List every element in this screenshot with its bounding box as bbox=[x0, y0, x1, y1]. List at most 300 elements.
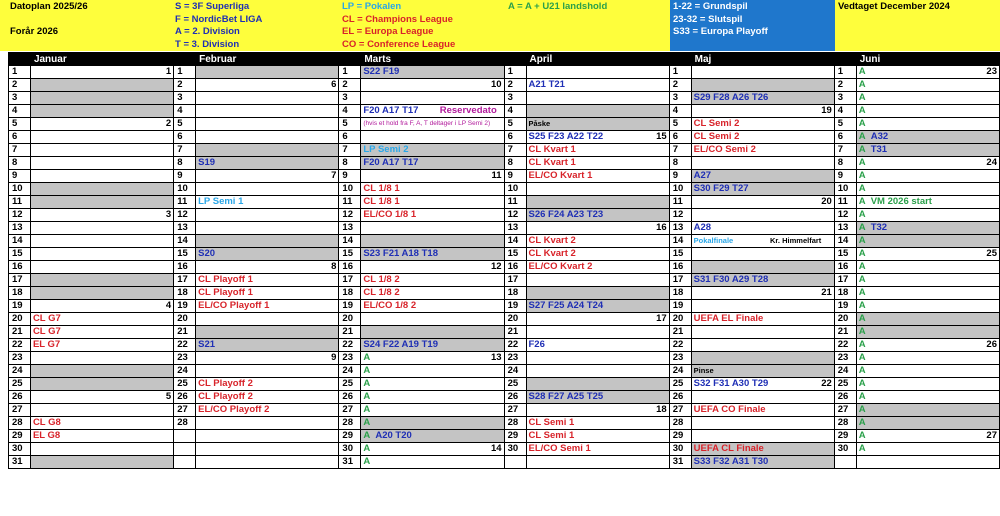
day-event-cell bbox=[856, 261, 999, 274]
day-number: 11 bbox=[174, 196, 196, 209]
day-event-cell bbox=[361, 235, 504, 248]
day-number: 29 bbox=[9, 430, 31, 443]
day-event-cell bbox=[691, 66, 834, 79]
day-number: 8 bbox=[339, 157, 361, 170]
season-label: Forår 2026 bbox=[10, 26, 59, 37]
day-number: 24 bbox=[669, 365, 691, 378]
day-event-cell bbox=[196, 391, 339, 404]
event-label: A bbox=[858, 170, 866, 181]
day-event-cell bbox=[30, 287, 173, 300]
event-label: EL G8 bbox=[32, 430, 61, 441]
day-event-cell bbox=[856, 326, 999, 339]
day-number: 28 bbox=[174, 417, 196, 430]
event-label: S31 F30 A29 T28 bbox=[693, 274, 769, 285]
day-event-cell bbox=[691, 196, 834, 209]
day-number: 13 bbox=[174, 222, 196, 235]
event-label: CL Playoff 2 bbox=[198, 378, 253, 389]
day-event-cell bbox=[30, 365, 173, 378]
day-number: 21 bbox=[9, 326, 31, 339]
event-label: A28 bbox=[693, 222, 712, 233]
day-number: 16 bbox=[669, 261, 691, 274]
day-event-cell bbox=[196, 339, 339, 352]
event-label: S25 F23 A22 T22 bbox=[528, 131, 604, 142]
day-event-cell bbox=[856, 287, 999, 300]
day-number: 25 bbox=[174, 378, 196, 391]
day-number: 14 bbox=[834, 235, 856, 248]
day-event-cell bbox=[526, 92, 669, 105]
month-spacer bbox=[669, 53, 691, 66]
day-event-cell bbox=[30, 105, 173, 118]
calendar-row bbox=[9, 157, 1000, 170]
day-event-cell bbox=[691, 92, 834, 105]
day-event-cell bbox=[856, 378, 999, 391]
day-event-cell bbox=[526, 313, 669, 326]
day-event-cell bbox=[30, 157, 173, 170]
day-number: 14 bbox=[174, 235, 196, 248]
day-number: 12 bbox=[339, 209, 361, 222]
event-label: EL/CO 1/8 2 bbox=[363, 300, 417, 311]
week-number: 21 bbox=[821, 287, 832, 298]
day-event-cell bbox=[361, 222, 504, 235]
day-event-cell bbox=[526, 170, 669, 183]
calendar-row bbox=[9, 170, 1000, 183]
day-event-cell bbox=[361, 443, 504, 456]
day-number: 17 bbox=[9, 274, 31, 287]
day-number: 18 bbox=[669, 287, 691, 300]
day-event-cell bbox=[30, 456, 173, 469]
day-number: 28 bbox=[339, 417, 361, 430]
event-label: CL Kvart 1 bbox=[528, 157, 576, 168]
day-event-cell bbox=[526, 248, 669, 261]
day-event-cell bbox=[30, 222, 173, 235]
day-number: 24 bbox=[9, 365, 31, 378]
event-label: A bbox=[363, 352, 371, 363]
event-label: A bbox=[363, 391, 371, 402]
day-event-cell bbox=[30, 300, 173, 313]
day-event-cell bbox=[526, 209, 669, 222]
day-number: 28 bbox=[504, 417, 526, 430]
day-number: 27 bbox=[339, 404, 361, 417]
day-event-cell bbox=[196, 66, 339, 79]
legend-europa-league: EL = Europa League bbox=[342, 26, 434, 37]
day-number: 27 bbox=[174, 404, 196, 417]
day-number: 16 bbox=[9, 261, 31, 274]
day-number: 3 bbox=[9, 92, 31, 105]
day-number: 17 bbox=[669, 274, 691, 287]
day-number: 5 bbox=[834, 118, 856, 131]
legend-europa-playoff: S33 = Europa Playoff bbox=[673, 26, 768, 37]
day-number: 31 bbox=[669, 456, 691, 469]
day-number: 22 bbox=[834, 339, 856, 352]
event-label: A bbox=[363, 404, 371, 415]
event-label: A bbox=[858, 430, 866, 441]
day-number: 23 bbox=[339, 352, 361, 365]
day-event-cell bbox=[196, 365, 339, 378]
day-event-cell bbox=[196, 404, 339, 417]
legend-nordicbet: F = NordicBet LIGA bbox=[175, 13, 263, 25]
week-number: 1 bbox=[165, 66, 172, 77]
day-event-cell bbox=[196, 417, 339, 430]
calendar-row bbox=[9, 287, 1000, 300]
legend-header bbox=[0, 0, 1000, 51]
day-number: 10 bbox=[339, 183, 361, 196]
day-event-cell bbox=[526, 391, 669, 404]
day-number: 22 bbox=[174, 339, 196, 352]
day-number: 7 bbox=[504, 144, 526, 157]
day-event-cell bbox=[196, 326, 339, 339]
empty-cell bbox=[196, 430, 339, 443]
day-number: 28 bbox=[834, 417, 856, 430]
month-header-maj: Maj bbox=[691, 53, 834, 66]
calendar-row bbox=[9, 378, 1000, 391]
month-header-juni: Juni bbox=[856, 53, 999, 66]
calendar-row bbox=[9, 222, 1000, 235]
event-label: A bbox=[858, 118, 866, 129]
day-number: 22 bbox=[9, 339, 31, 352]
day-event-cell bbox=[30, 66, 173, 79]
day-event-cell bbox=[361, 365, 504, 378]
day-number: 13 bbox=[9, 222, 31, 235]
event-label: EL/CO Kvart 1 bbox=[528, 170, 593, 181]
day-event-cell bbox=[856, 105, 999, 118]
month-header-april: April bbox=[526, 53, 669, 66]
day-number: 5 bbox=[9, 118, 31, 131]
day-event-cell bbox=[526, 261, 669, 274]
day-event-cell bbox=[196, 92, 339, 105]
event-label: F26 bbox=[528, 339, 545, 350]
day-event-cell bbox=[196, 313, 339, 326]
event-label: A bbox=[858, 391, 866, 402]
day-event-cell bbox=[361, 131, 504, 144]
day-event-cell bbox=[691, 339, 834, 352]
day-event-cell bbox=[526, 196, 669, 209]
day-event-cell bbox=[361, 79, 504, 92]
month-header-januar: Januar bbox=[30, 53, 173, 66]
day-number: 21 bbox=[504, 326, 526, 339]
event-label: A bbox=[858, 313, 866, 324]
month-header-marts: Marts bbox=[361, 53, 504, 66]
day-event-cell bbox=[856, 79, 999, 92]
day-number: 27 bbox=[669, 404, 691, 417]
day-number: 28 bbox=[669, 417, 691, 430]
day-event-cell bbox=[361, 118, 504, 131]
event-label: CL Semi 1 bbox=[528, 417, 575, 428]
day-event-cell bbox=[30, 443, 173, 456]
event-label: A bbox=[858, 183, 866, 194]
day-number: 20 bbox=[9, 313, 31, 326]
day-number: 22 bbox=[339, 339, 361, 352]
day-event-cell bbox=[526, 378, 669, 391]
week-number: 22 bbox=[821, 378, 832, 389]
day-number: 27 bbox=[504, 404, 526, 417]
event-label-secondary: Reservedato bbox=[439, 105, 497, 116]
day-event-cell bbox=[526, 352, 669, 365]
week-number: 17 bbox=[656, 313, 667, 324]
day-event-cell bbox=[196, 105, 339, 118]
day-event-cell bbox=[196, 274, 339, 287]
day-event-cell bbox=[196, 235, 339, 248]
event-label: CL 1/8 1 bbox=[363, 183, 400, 194]
calendar-body bbox=[9, 66, 1000, 469]
event-label: A bbox=[858, 209, 866, 220]
calendar-row bbox=[9, 274, 1000, 287]
calendar-row bbox=[9, 144, 1000, 157]
day-number: 9 bbox=[9, 170, 31, 183]
day-event-cell bbox=[30, 261, 173, 274]
day-number: 1 bbox=[9, 66, 31, 79]
day-event-cell bbox=[361, 66, 504, 79]
event-label: A bbox=[858, 365, 866, 376]
day-event-cell bbox=[196, 352, 339, 365]
day-event-cell bbox=[361, 391, 504, 404]
day-event-cell bbox=[856, 352, 999, 365]
approved-label: Vedtaget December 2024 bbox=[838, 1, 950, 12]
day-number: 23 bbox=[834, 352, 856, 365]
day-event-cell bbox=[691, 456, 834, 469]
day-number: 18 bbox=[9, 287, 31, 300]
day-number: 17 bbox=[834, 274, 856, 287]
legend-2-division: A = 2. Division bbox=[175, 26, 240, 37]
calendar-row bbox=[9, 118, 1000, 131]
day-event-cell bbox=[856, 196, 999, 209]
event-label: S21 bbox=[198, 339, 216, 350]
day-number: 15 bbox=[174, 248, 196, 261]
calendar-table bbox=[8, 52, 1000, 469]
day-event-cell bbox=[361, 196, 504, 209]
day-event-cell bbox=[30, 144, 173, 157]
calendar-row bbox=[9, 300, 1000, 313]
week-number: 7 bbox=[331, 170, 337, 181]
day-number: 2 bbox=[9, 79, 31, 92]
week-number: 6 bbox=[331, 79, 337, 90]
day-number: 12 bbox=[669, 209, 691, 222]
day-event-cell bbox=[361, 456, 504, 469]
day-number: 13 bbox=[339, 222, 361, 235]
day-event-cell bbox=[30, 196, 173, 209]
event-label: A bbox=[858, 300, 866, 311]
day-number: 1 bbox=[504, 66, 526, 79]
day-number: 31 bbox=[339, 456, 361, 469]
event-label: A bbox=[858, 326, 866, 337]
day-event-cell bbox=[856, 209, 999, 222]
day-number: 29 bbox=[669, 430, 691, 443]
event-label: A bbox=[858, 378, 866, 389]
day-number: 7 bbox=[834, 144, 856, 157]
event-label: A bbox=[858, 235, 866, 246]
event-label: A bbox=[858, 157, 866, 168]
event-label: A bbox=[858, 66, 866, 77]
legend-pokalen: LP = Pokalen bbox=[342, 1, 402, 12]
day-event-cell bbox=[691, 183, 834, 196]
day-event-cell bbox=[526, 417, 669, 430]
day-event-cell bbox=[856, 391, 999, 404]
week-number: 8 bbox=[331, 261, 337, 272]
calendar-row bbox=[9, 443, 1000, 456]
day-number: 16 bbox=[174, 261, 196, 274]
day-event-cell bbox=[361, 313, 504, 326]
day-number: 14 bbox=[9, 235, 31, 248]
day-event-cell bbox=[196, 300, 339, 313]
event-label: CL Playoff 1 bbox=[198, 287, 253, 298]
event-label-secondary: A32 bbox=[870, 131, 889, 142]
day-event-cell bbox=[526, 144, 669, 157]
legend-conference-league: CO = Conference League bbox=[342, 38, 456, 50]
event-label: CL 1/8 2 bbox=[363, 274, 400, 285]
event-label: S19 bbox=[198, 157, 216, 168]
event-label: A bbox=[363, 417, 371, 428]
event-label: CL Kvart 2 bbox=[528, 235, 576, 246]
event-label: CL Kvart 1 bbox=[528, 144, 576, 155]
day-number: 23 bbox=[9, 352, 31, 365]
day-event-cell bbox=[361, 157, 504, 170]
day-number: 13 bbox=[669, 222, 691, 235]
day-number: 9 bbox=[834, 170, 856, 183]
week-number: 4 bbox=[165, 300, 172, 311]
week-number: 9 bbox=[331, 352, 337, 363]
day-event-cell bbox=[526, 365, 669, 378]
day-number: 21 bbox=[339, 326, 361, 339]
day-number: 24 bbox=[834, 365, 856, 378]
day-event-cell bbox=[691, 157, 834, 170]
event-label: S27 F25 A24 T24 bbox=[528, 300, 604, 311]
day-number: 8 bbox=[174, 157, 196, 170]
day-number: 31 bbox=[9, 456, 31, 469]
day-number: 12 bbox=[174, 209, 196, 222]
calendar-row bbox=[9, 326, 1000, 339]
day-event-cell bbox=[526, 66, 669, 79]
day-number: 11 bbox=[9, 196, 31, 209]
day-event-cell bbox=[691, 443, 834, 456]
day-event-cell bbox=[30, 209, 173, 222]
day-event-cell bbox=[196, 261, 339, 274]
event-label: CL Playoff 1 bbox=[198, 274, 253, 285]
event-label: A bbox=[858, 404, 866, 415]
day-number: 15 bbox=[834, 248, 856, 261]
event-label: EL/CO Playoff 1 bbox=[198, 300, 270, 311]
day-event-cell bbox=[361, 248, 504, 261]
day-event-cell bbox=[526, 157, 669, 170]
day-number: 8 bbox=[504, 157, 526, 170]
day-event-cell bbox=[361, 105, 504, 118]
event-label: A bbox=[858, 105, 866, 116]
event-label: CL Kvart 2 bbox=[528, 248, 576, 259]
day-event-cell bbox=[526, 326, 669, 339]
day-event-cell bbox=[361, 261, 504, 274]
calendar-row bbox=[9, 105, 1000, 118]
day-event-cell bbox=[361, 274, 504, 287]
day-number: 12 bbox=[9, 209, 31, 222]
day-event-cell bbox=[361, 404, 504, 417]
event-label: A bbox=[858, 287, 866, 298]
day-event-cell bbox=[361, 144, 504, 157]
day-event-cell bbox=[361, 339, 504, 352]
day-number: 16 bbox=[834, 261, 856, 274]
day-number: 4 bbox=[504, 105, 526, 118]
day-number: 15 bbox=[504, 248, 526, 261]
day-number: 15 bbox=[9, 248, 31, 261]
event-label-secondary: Kr. Himmelfart bbox=[770, 236, 822, 245]
calendar-row bbox=[9, 248, 1000, 261]
event-label: A bbox=[858, 144, 866, 155]
day-number: 24 bbox=[339, 365, 361, 378]
day-number: 19 bbox=[834, 300, 856, 313]
event-label: A bbox=[858, 261, 866, 272]
day-event-cell bbox=[691, 209, 834, 222]
event-label: UEFA CL Finale bbox=[693, 443, 764, 454]
calendar-row bbox=[9, 391, 1000, 404]
day-event-cell bbox=[856, 417, 999, 430]
event-label: Pinse bbox=[693, 366, 714, 375]
event-label: A bbox=[858, 248, 866, 259]
event-label: A bbox=[363, 443, 371, 454]
week-number: 14 bbox=[490, 443, 502, 454]
day-event-cell bbox=[856, 274, 999, 287]
day-number: 10 bbox=[174, 183, 196, 196]
event-label-secondary: T31 bbox=[870, 144, 888, 155]
event-label: CL G7 bbox=[32, 313, 61, 324]
day-number: 23 bbox=[669, 352, 691, 365]
day-event-cell bbox=[856, 157, 999, 170]
day-number: 11 bbox=[339, 196, 361, 209]
day-event-cell bbox=[691, 79, 834, 92]
day-number: 14 bbox=[504, 235, 526, 248]
day-number: 25 bbox=[504, 378, 526, 391]
day-number: 18 bbox=[834, 287, 856, 300]
month-spacer bbox=[174, 53, 196, 66]
day-number: 2 bbox=[669, 79, 691, 92]
day-event-cell bbox=[526, 339, 669, 352]
day-event-cell bbox=[856, 300, 999, 313]
day-number: 21 bbox=[669, 326, 691, 339]
day-number: 19 bbox=[9, 300, 31, 313]
event-label: A bbox=[858, 274, 866, 285]
day-event-cell bbox=[361, 430, 504, 443]
day-event-cell bbox=[361, 352, 504, 365]
day-number: 6 bbox=[834, 131, 856, 144]
day-number: 5 bbox=[669, 118, 691, 131]
day-event-cell bbox=[856, 404, 999, 417]
day-event-cell bbox=[361, 326, 504, 339]
day-number: 8 bbox=[669, 157, 691, 170]
day-number: 4 bbox=[669, 105, 691, 118]
day-number: 11 bbox=[834, 196, 856, 209]
event-label: CL Semi 2 bbox=[693, 118, 740, 129]
day-number: 22 bbox=[504, 339, 526, 352]
day-number: 4 bbox=[9, 105, 31, 118]
day-event-cell bbox=[856, 66, 999, 79]
empty-cell bbox=[174, 443, 196, 456]
day-number: 21 bbox=[174, 326, 196, 339]
day-event-cell bbox=[196, 183, 339, 196]
calendar-row bbox=[9, 404, 1000, 417]
week-number: 20 bbox=[821, 196, 832, 207]
day-event-cell bbox=[856, 131, 999, 144]
day-number: 10 bbox=[834, 183, 856, 196]
day-event-cell bbox=[30, 352, 173, 365]
week-number: 25 bbox=[986, 248, 997, 259]
event-label: S29 F28 A26 T26 bbox=[693, 92, 769, 103]
day-number: 7 bbox=[9, 144, 31, 157]
day-number: 26 bbox=[669, 391, 691, 404]
month-spacer bbox=[9, 53, 31, 66]
day-event-cell bbox=[526, 287, 669, 300]
day-event-cell bbox=[30, 170, 173, 183]
week-number: 26 bbox=[986, 339, 997, 350]
day-number: 16 bbox=[339, 261, 361, 274]
day-event-cell bbox=[691, 417, 834, 430]
event-label: S24 F22 A19 T19 bbox=[363, 339, 438, 350]
event-label: EL/CO Kvart 2 bbox=[528, 261, 593, 272]
